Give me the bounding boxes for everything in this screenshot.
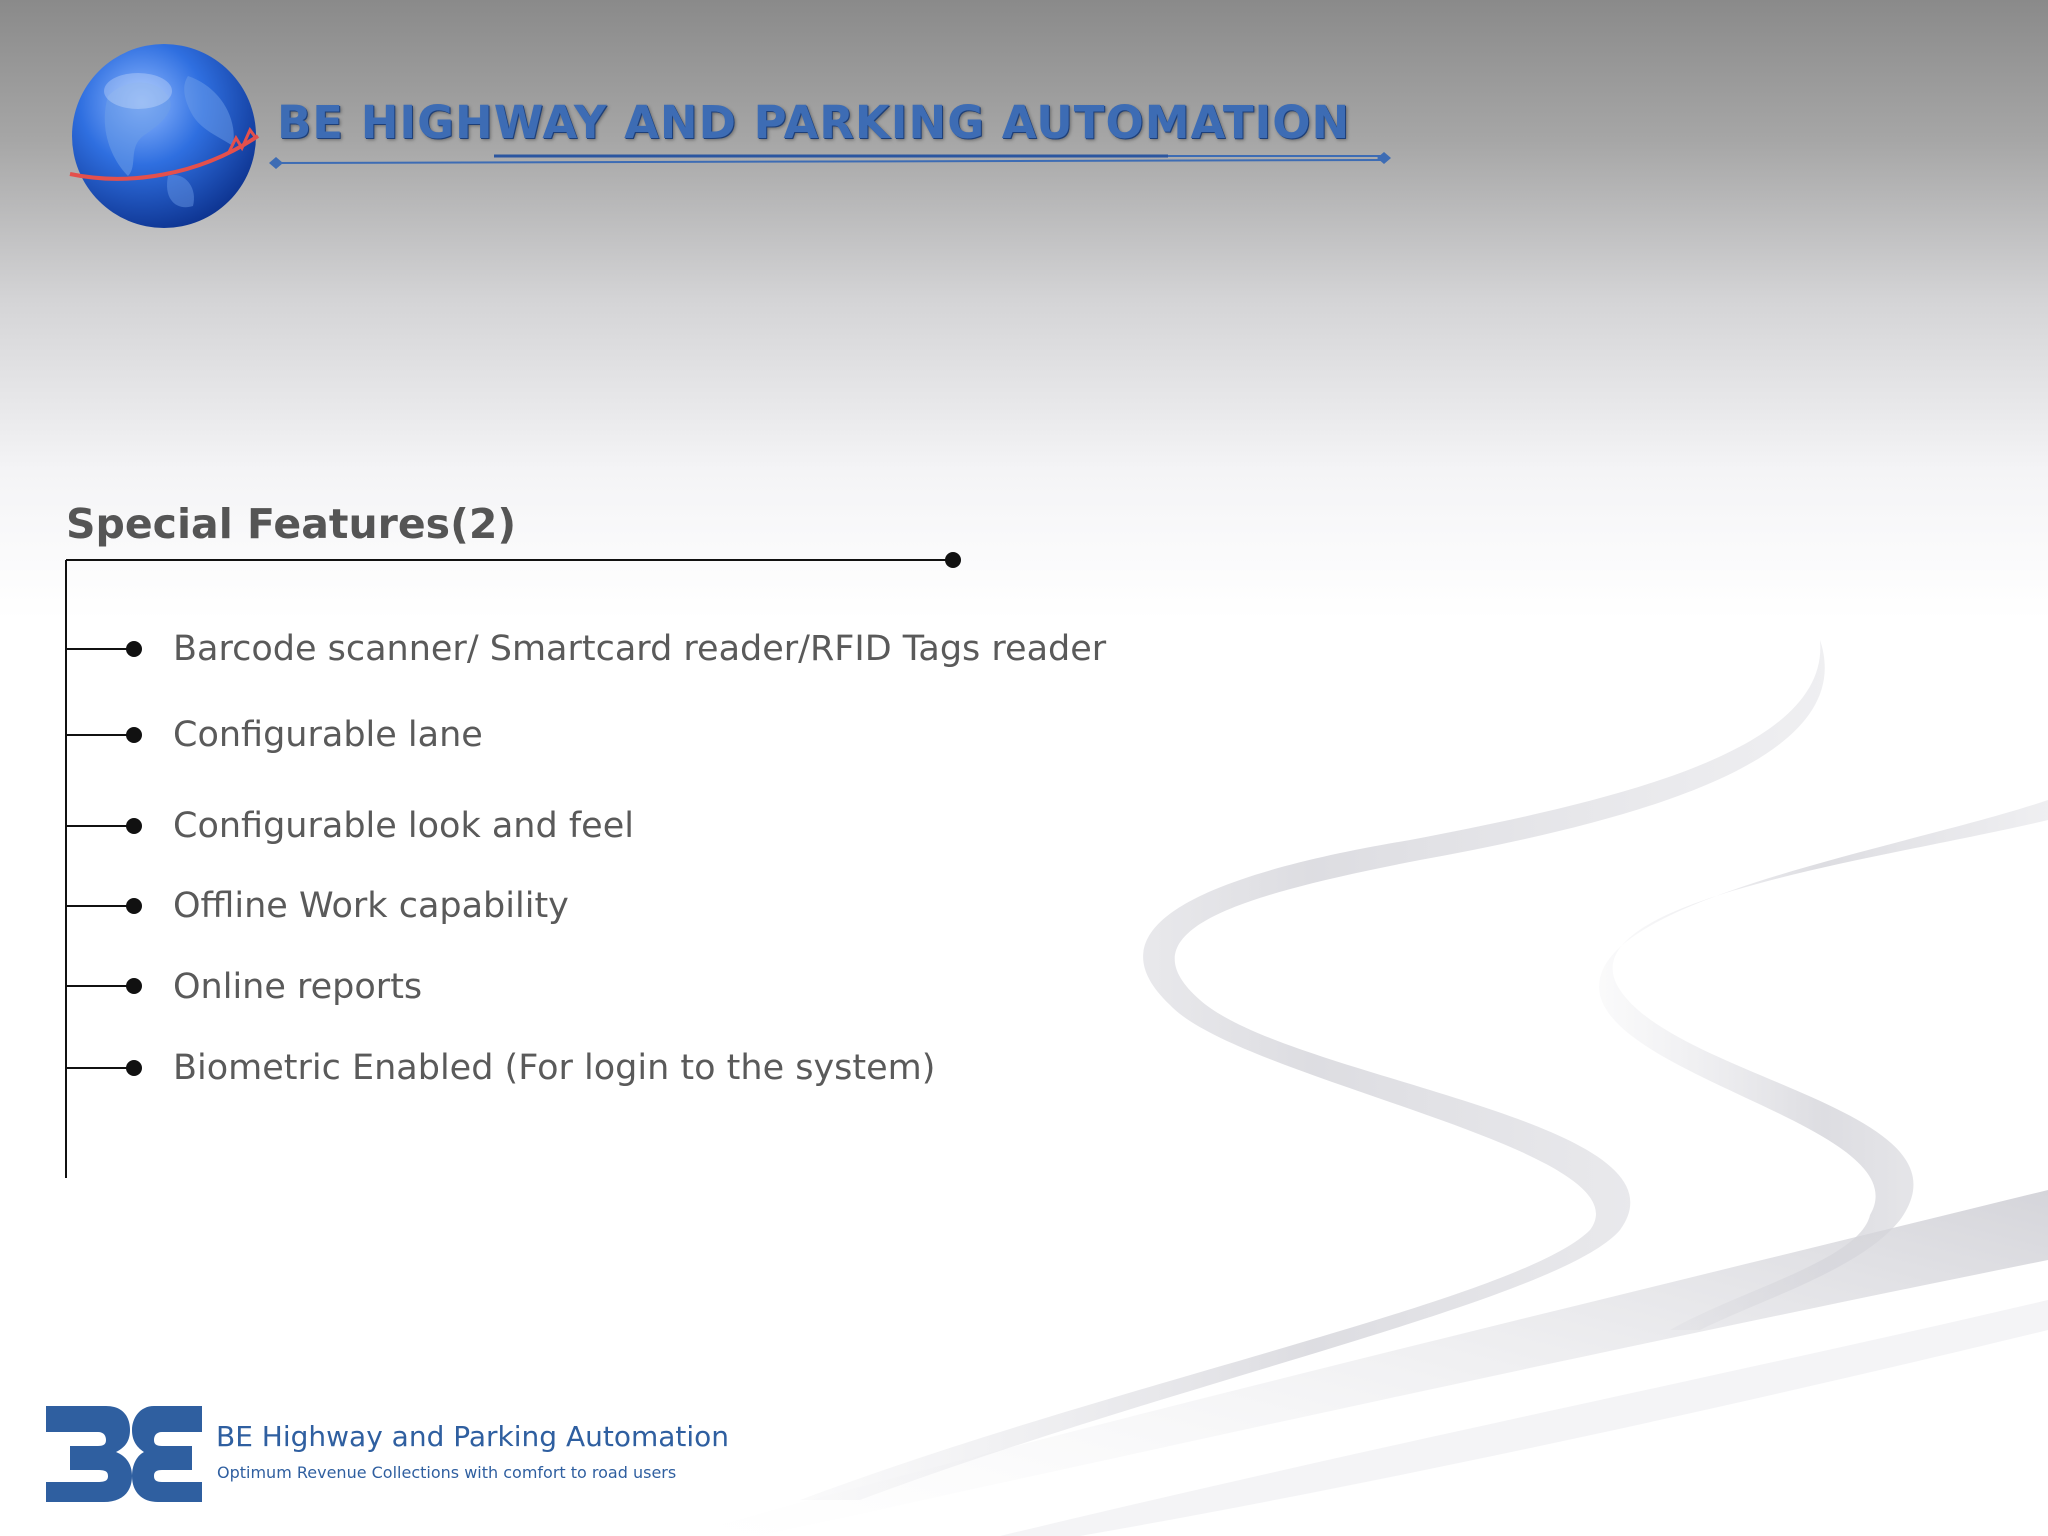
feature-item: Configurable look and feel [173,806,634,846]
feature-item: Online reports [173,967,423,1007]
tree-branches [66,641,142,1076]
section-title: Special Features(2) [66,500,517,548]
feature-item: Offline Work capability [173,886,569,926]
footer-tagline: Optimum Revenue Collections with comfort to road users [217,1463,677,1482]
feature-item: Barcode scanner/ Smartcard reader/RFID Tags reader [173,629,1107,669]
header-title: BE HIGHWAY AND PARKING AUTOMATION [277,96,1351,149]
be-logo-icon [44,1404,204,1504]
footer-company-name: BE Highway and Parking Automation [216,1420,730,1453]
feature-item: Configurable lane [173,715,483,755]
feature-item: Biometric Enabled (For login to the system) [173,1048,936,1088]
title-rule-end-dot [945,552,961,568]
